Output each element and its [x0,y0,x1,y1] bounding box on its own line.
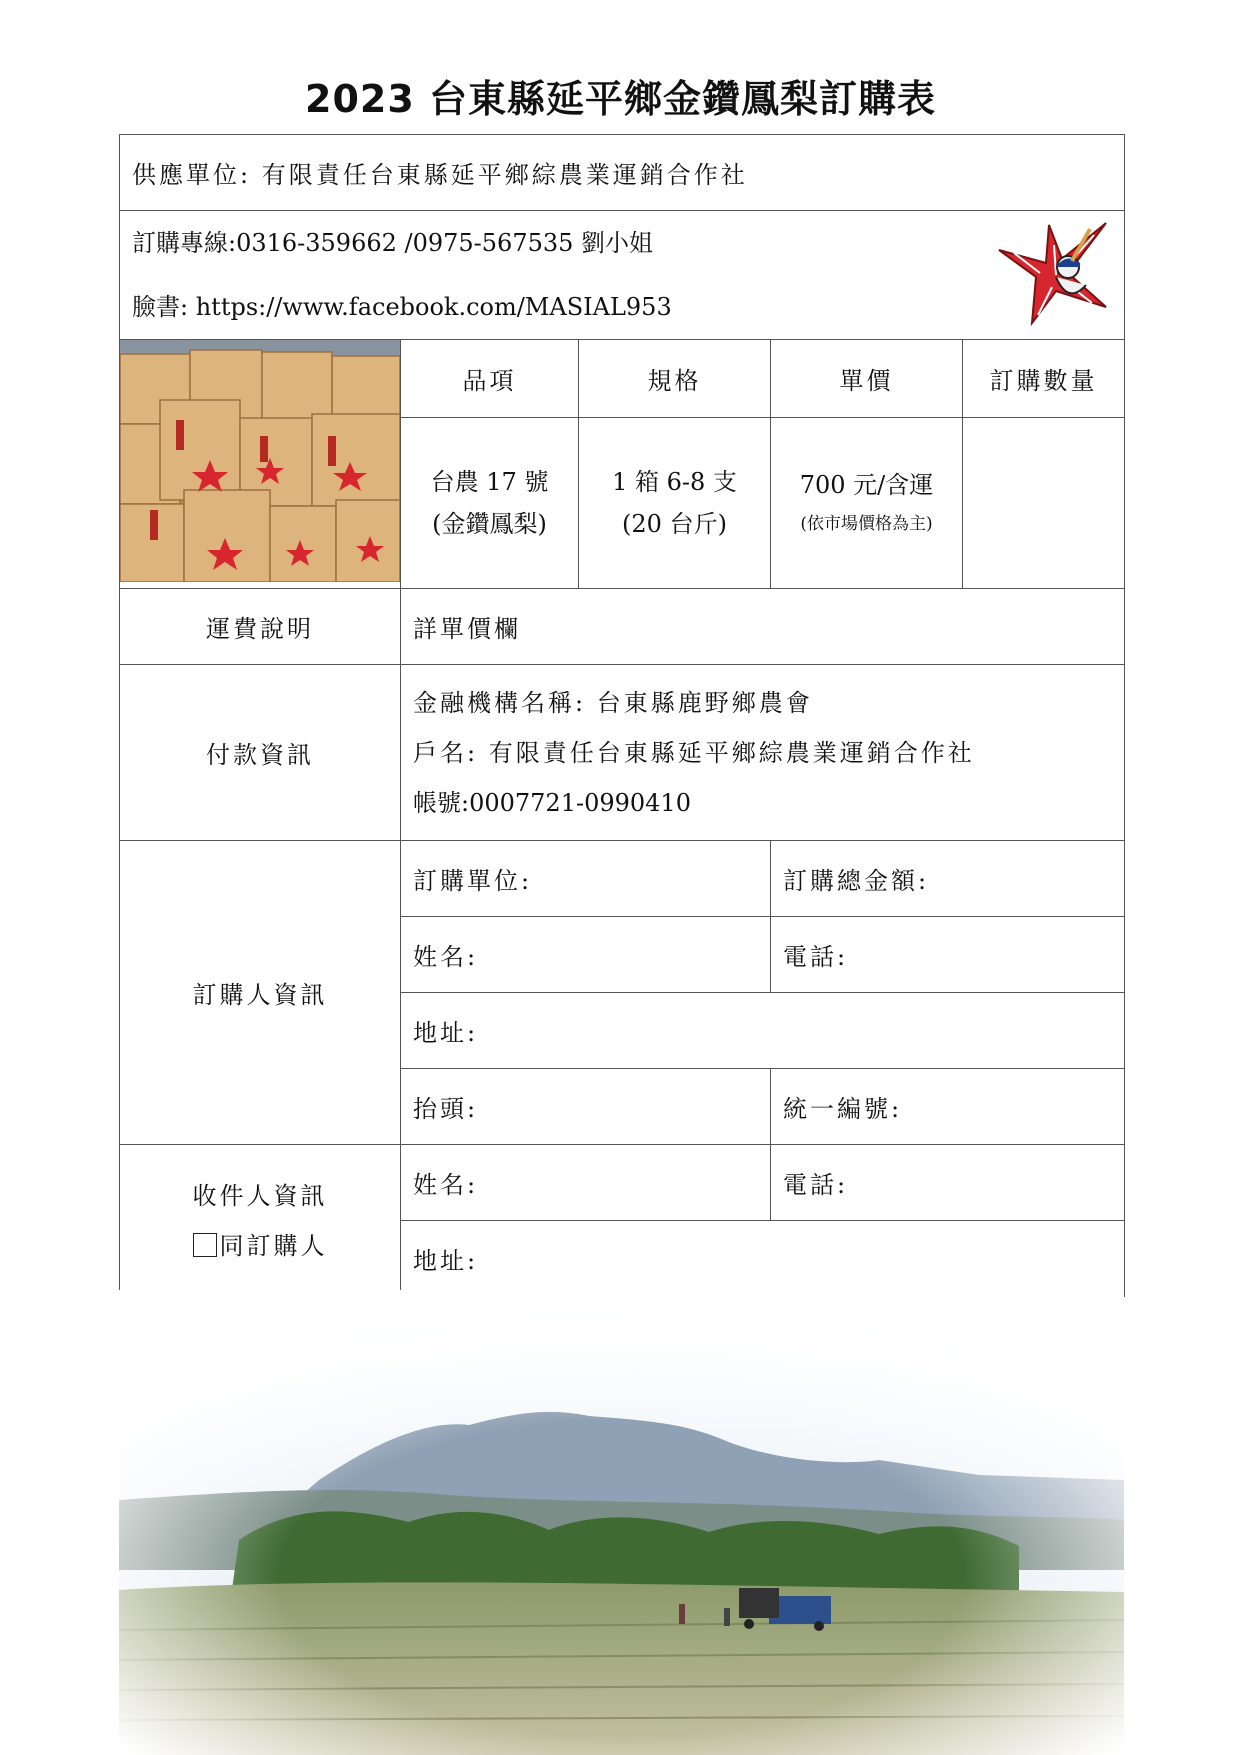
payment-label: 付款資訊 [120,665,401,841]
recipient-label-cell [120,1145,401,1297]
order-form-table [119,134,1125,1297]
bank-name: 金融機構名稱: 台東縣鹿野鄉農會 [413,688,813,717]
recipient-name-field[interactable]: 姓名: [401,1145,771,1221]
quantity-field[interactable] [963,418,1125,589]
price-cell [771,418,963,589]
recipient-address-field[interactable]: 地址: [401,1221,1125,1297]
header-quantity: 訂購數量 [963,340,1125,418]
item-variety: (金鑽鳳梨) [432,510,547,539]
header-price: 單價 [771,340,963,418]
supplier-text: 供應單位: 有限責任台東縣延平鄉綜農業運銷合作社 [120,135,1125,211]
tax-id-field[interactable]: 統一編號: [771,1069,1125,1145]
pineapple-boxes-photo [120,340,400,582]
shipping-label: 運費說明 [120,589,401,665]
supplier-row [120,135,1125,211]
buyer-label: 訂購人資訊 [120,841,401,1145]
buyer-row-1 [120,841,1125,917]
shipping-value: 詳單價欄 [401,589,1125,665]
price-note: (依市場價格為主) [800,514,933,535]
recipient-phone-field[interactable]: 電話: [771,1145,1125,1221]
spec-cell [579,418,771,589]
facebook-text: 臉書: https://www.facebook.com/MASIAL953 [132,293,672,321]
payment-row [120,665,1125,841]
spec-weight: (20 台斤) [622,510,727,539]
cooperative-star-logo [994,215,1114,330]
page-title: 2023 台東縣延平鄉金鑽鳳梨訂購表 [305,77,936,121]
hotline-text: 訂購專線:0316-359662 /0975-567535 劉小姐 [132,229,654,257]
item-cell [401,418,579,589]
pineapple-field-landscape-photo [119,1290,1124,1755]
recipient-row-1 [120,1145,1125,1221]
spec-count: 1 箱 6-8 支 [612,468,737,497]
product-header-row [120,340,1125,418]
same-as-buyer-checkbox[interactable] [193,1233,217,1257]
same-as-buyer-label: 同訂購人 [219,1231,328,1260]
shipping-row [120,589,1125,665]
buyer-name-field[interactable]: 姓名: [401,917,771,993]
payment-details [401,665,1125,841]
contact-row [120,211,1125,340]
contact-cell [120,211,1125,340]
product-photo-cell [120,340,401,589]
recipient-label: 收件人資訊 [192,1181,328,1210]
account-name: 戶名: 有限責任台東縣延平鄉綜農業運銷合作社 [413,738,975,767]
buyer-address-field[interactable]: 地址: [401,993,1125,1069]
buyer-phone-field[interactable]: 電話: [771,917,1125,993]
header-spec: 規格 [579,340,771,418]
same-as-buyer-option[interactable] [132,1221,388,1271]
price-value: 700 元/含運 [799,471,934,500]
account-number: 帳號:0007721-0990410 [413,788,691,817]
header-item: 品項 [401,340,579,418]
item-name: 台農 17 號 [430,468,549,497]
invoice-title-field[interactable]: 抬頭: [401,1069,771,1145]
buyer-org-field[interactable]: 訂購單位: [401,841,771,917]
buyer-total-field[interactable]: 訂購總金額: [771,841,1125,917]
